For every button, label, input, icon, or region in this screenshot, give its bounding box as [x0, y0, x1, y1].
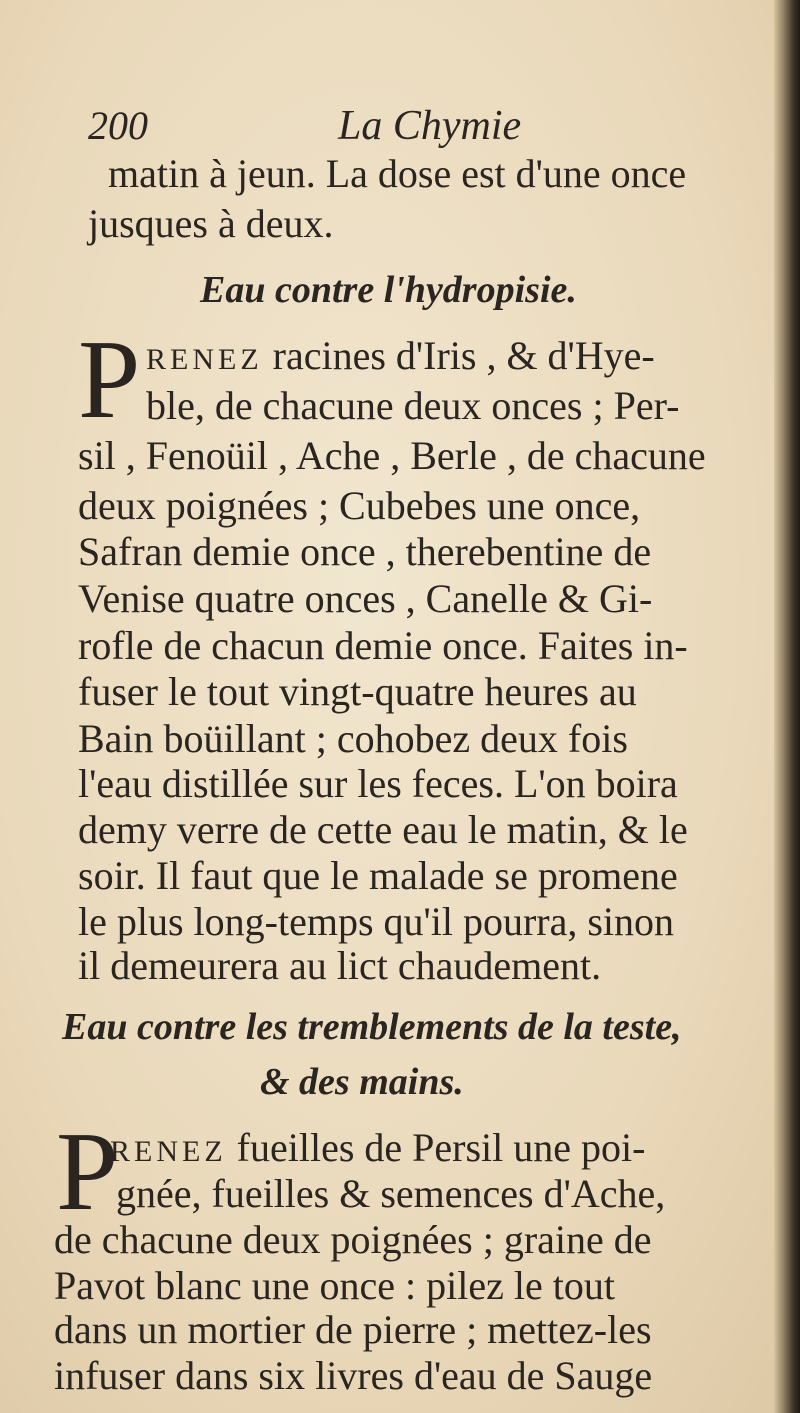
page-number: 200: [88, 103, 148, 148]
small-caps-word: RENEZ: [110, 1135, 227, 1168]
paragraph-line: demy verre de cette eau le matin, & le: [78, 807, 688, 852]
running-title: La Chymie: [338, 103, 522, 149]
paragraph-line: le plus long-temps qu'il pourra, sinon: [78, 899, 675, 944]
paragraph-line: RENEZ racines d'Iris , & d'Hye-: [146, 333, 655, 378]
drop-cap: P: [56, 1110, 119, 1234]
paragraph-line: RENEZ fueilles de Persil une poi-: [110, 1125, 646, 1170]
section-heading-tremblements-line2: & des mains.: [260, 1061, 464, 1103]
paragraph-line: il demeurera au lict chaudement.: [78, 943, 602, 988]
paragraph-line: dans un mortier de pierre ; mettez-les: [54, 1307, 652, 1352]
paragraph-line: infuser dans six livres d'eau de Sauge: [54, 1353, 653, 1398]
drop-cap: P: [78, 318, 141, 442]
paragraph-line: Pavot blanc une once : pilez le tout: [54, 1263, 615, 1308]
paragraph-line: sil , Fenoüil , Ache , Berle , de chacune: [78, 433, 706, 478]
paragraph-line: l'eau distillée sur les feces. L'on boira: [78, 761, 678, 806]
paragraph-line: rofle de chacun demie once. Faites in-: [78, 623, 688, 668]
small-caps-word: RENEZ: [146, 343, 263, 376]
paragraph-line: soir. Il faut que le malade se promene: [78, 853, 678, 898]
paragraph-line: de chacune deux poignées ; graine de: [54, 1217, 652, 1262]
continuation-line-2: jusques à deux.: [88, 201, 334, 246]
paragraph-line: Safran demie once , therebentine de: [78, 529, 652, 574]
section-heading-tremblements: Eau contre les tremblements de la teste,: [62, 1006, 682, 1048]
paragraph-line: fuser le tout vingt-quatre heures au: [78, 669, 637, 714]
paragraph-line: gnée, fueilles & semences d'Ache,: [116, 1171, 666, 1216]
continuation-line-1: matin à jeun. La dose est d'une once: [108, 151, 687, 196]
paragraph-line: Bain boüillant ; cohobez deux fois: [78, 716, 628, 761]
section-heading-hydropisie: Eau contre l'hydropisie.: [200, 269, 577, 311]
paragraph-line: ble, de chacune deux onces ; Per-: [146, 383, 680, 428]
paragraph-line: deux poignées ; Cubebes une once,: [78, 483, 641, 528]
paragraph-line: Venise quatre onces , Canelle & Gi-: [78, 576, 653, 621]
book-spine-shadow: [774, 0, 800, 1413]
